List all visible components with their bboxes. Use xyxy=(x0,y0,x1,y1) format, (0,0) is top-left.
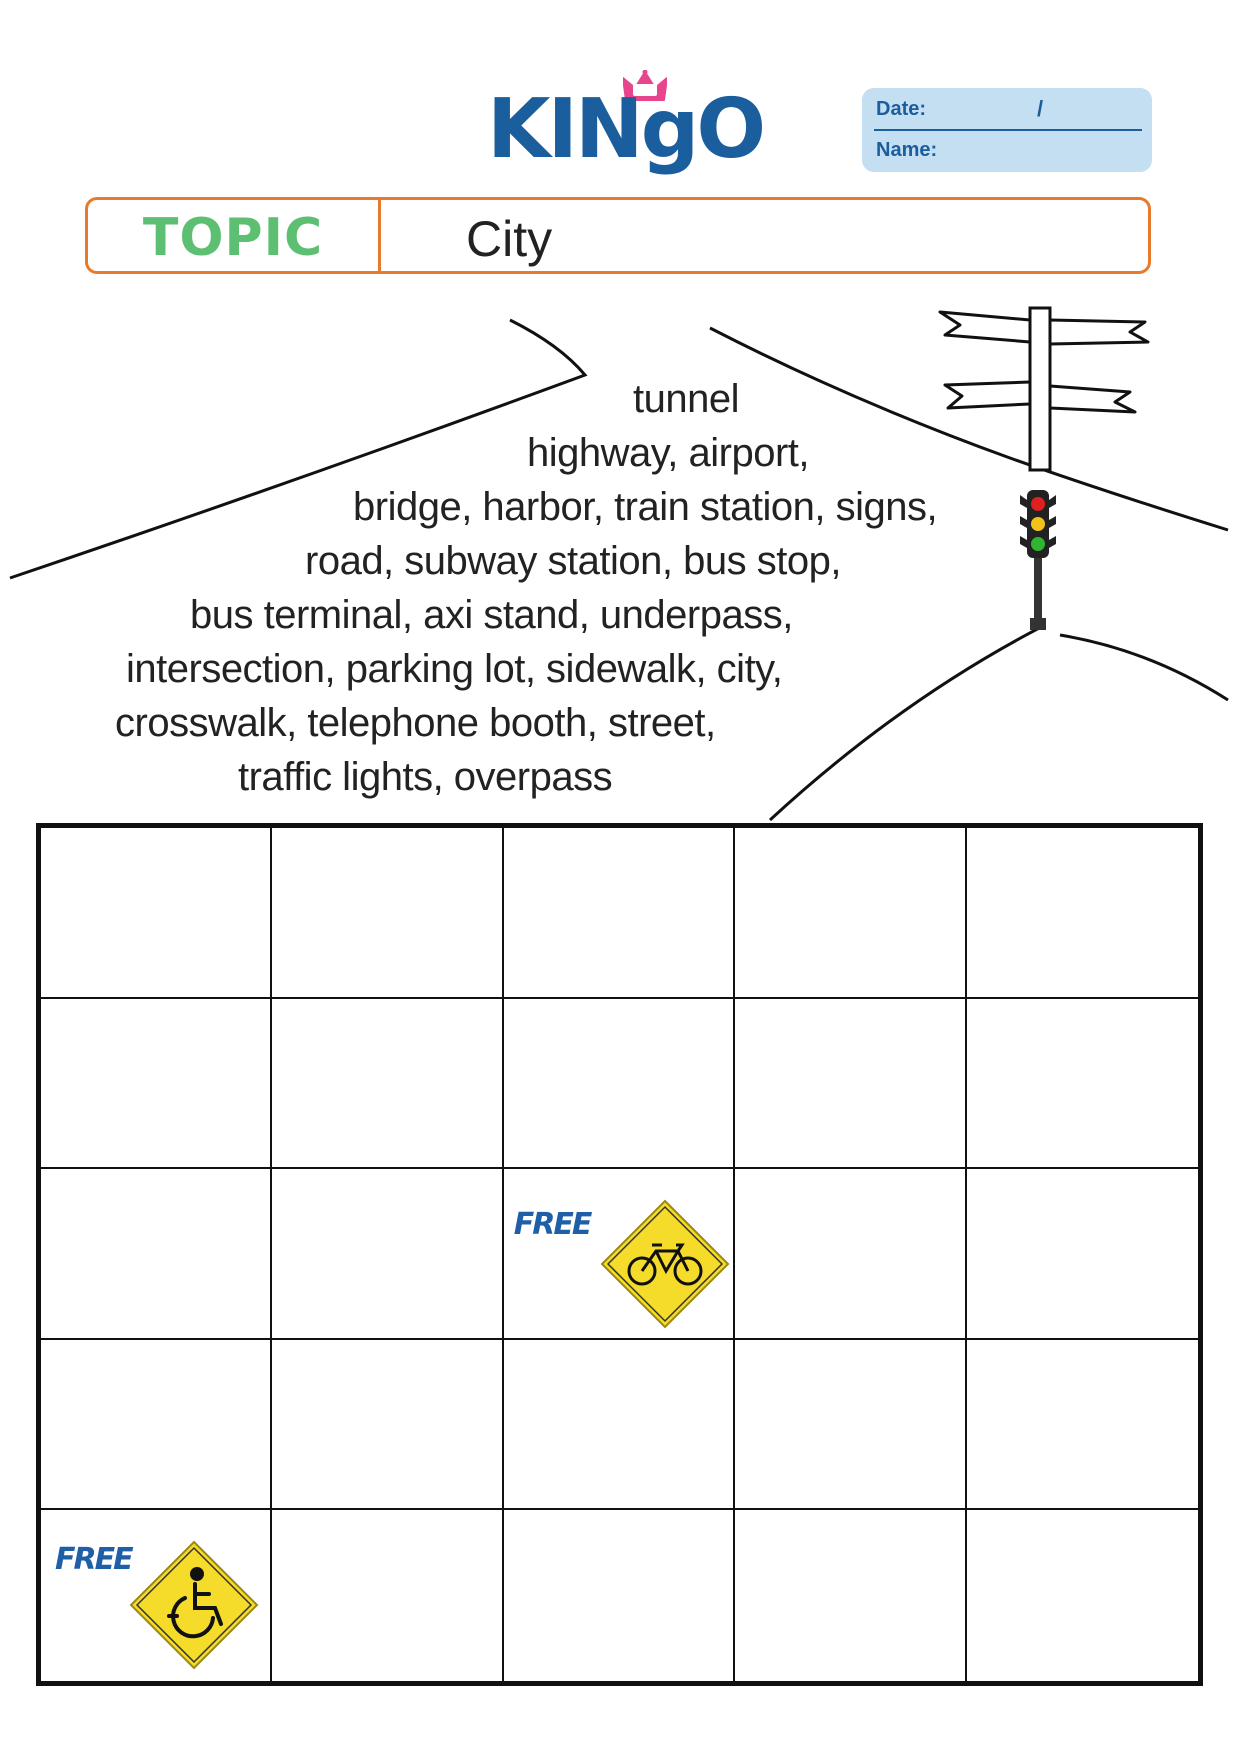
topic-value: City xyxy=(466,211,553,267)
date-separator: / xyxy=(1037,96,1044,121)
free-cell-corner xyxy=(41,1510,272,1681)
grid-cell[interactable] xyxy=(41,828,272,999)
grid-cell[interactable] xyxy=(504,1340,735,1511)
date-underline xyxy=(874,129,1142,131)
grid-cell[interactable] xyxy=(967,828,1198,999)
grid-cell[interactable] xyxy=(272,1340,503,1511)
road-line-diagonal xyxy=(770,625,1045,820)
free-cell-center xyxy=(504,1169,735,1340)
grid-cell[interactable] xyxy=(735,1169,966,1340)
grid-cell[interactable] xyxy=(735,828,966,999)
grid-cell[interactable] xyxy=(967,1169,1198,1340)
grid-cell[interactable] xyxy=(272,999,503,1170)
word-line: traffic lights, overpass xyxy=(238,755,613,799)
grid-cell[interactable] xyxy=(272,828,503,999)
grid-cell[interactable] xyxy=(735,999,966,1170)
topic-box xyxy=(85,197,1151,274)
grid-cell[interactable] xyxy=(272,1510,503,1681)
date-label: Date: xyxy=(876,98,927,120)
grid-cell[interactable] xyxy=(504,828,735,999)
word-line: crosswalk, telephone booth, street, xyxy=(115,701,716,745)
grid-cell[interactable] xyxy=(504,1510,735,1681)
bingo-grid xyxy=(36,823,1203,1686)
bicycle-sign-icon xyxy=(600,1199,730,1329)
grid-cell[interactable] xyxy=(41,1169,272,1340)
word-line: tunnel xyxy=(633,377,739,421)
free-label: FREE xyxy=(513,1207,591,1243)
free-label: FREE xyxy=(55,1542,132,1578)
topic-label: TOPIC xyxy=(142,208,324,268)
logo-text: KINgO xyxy=(486,82,764,177)
traffic-light-icon xyxy=(1020,490,1056,630)
word-line: highway, airport, xyxy=(527,431,810,475)
grid-cell[interactable] xyxy=(735,1340,966,1511)
grid-cell[interactable] xyxy=(41,999,272,1170)
grid-cell[interactable] xyxy=(967,1340,1198,1511)
signpost-icon xyxy=(940,308,1148,470)
word-line: bridge, harbor, train station, signs, xyxy=(353,485,938,529)
wheelchair-sign-icon xyxy=(129,1540,259,1670)
name-label: Name: xyxy=(876,139,938,161)
kingo-logo xyxy=(475,70,775,190)
word-line: road, subway station, bus stop, xyxy=(305,539,841,583)
word-line: bus terminal, axi stand, underpass, xyxy=(190,593,793,637)
date-name-box xyxy=(862,88,1152,172)
grid-cell[interactable] xyxy=(967,999,1198,1170)
road-line-right xyxy=(1060,635,1228,700)
word-line: intersection, parking lot, sidewalk, city, xyxy=(126,647,783,691)
grid-cell[interactable] xyxy=(272,1169,503,1340)
grid-cell[interactable] xyxy=(504,999,735,1170)
grid-cell[interactable] xyxy=(735,1510,966,1681)
grid-cell[interactable] xyxy=(967,1510,1198,1681)
topic-divider xyxy=(378,200,381,271)
grid-cell[interactable] xyxy=(41,1340,272,1511)
